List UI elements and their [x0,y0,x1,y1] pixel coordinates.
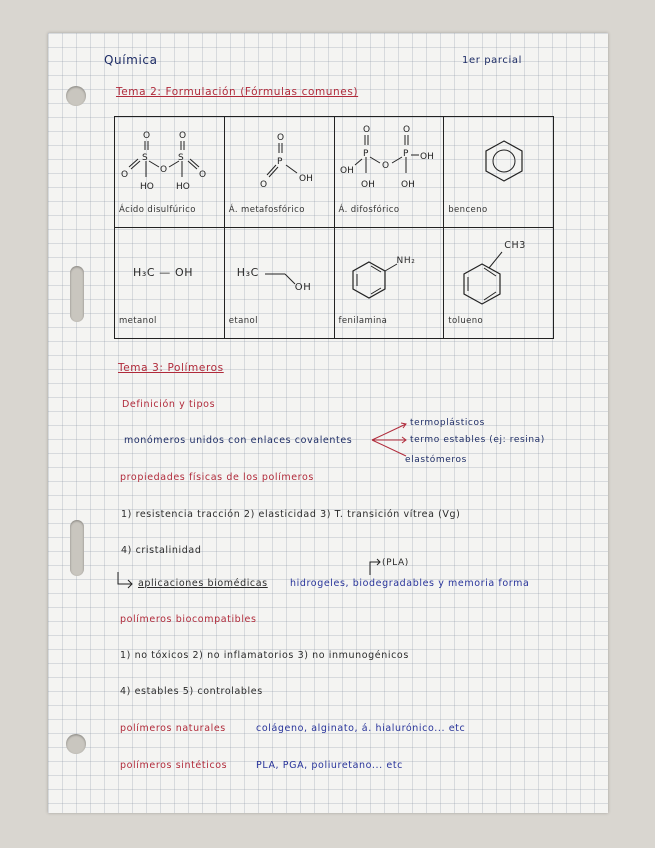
monomers-text: monómeros unidos con enlaces covalentes [124,435,353,446]
cell-phenylamine [334,228,444,339]
svg-text:P: P [276,157,283,167]
ethanol-formula: H₃C [236,266,259,279]
cell-benzene [444,117,554,228]
cell-name: benceno [448,205,488,215]
svg-text:OH: OH [298,174,313,184]
pla-note: (PLA) [382,558,409,568]
svg-text:O: O [381,161,389,171]
svg-text:P: P [402,149,408,159]
formulas-table [114,116,554,339]
cell-methanol [115,228,225,339]
svg-text:S: S [142,153,148,163]
amine-group: NH₂ [396,256,416,266]
svg-text:O: O [362,125,370,135]
exam-label: 1er parcial [462,55,522,66]
natural-polymers-text: colágeno, alginato, á. hialurónico... etc [256,723,466,734]
tema2-title: Tema 2: Formulación (Fórmulas comunes) [116,86,359,98]
tema3-title: Tema 3: Polímeros [118,362,224,374]
svg-text:O: O [160,165,168,175]
cell-metaphosphoric-acid [224,117,334,228]
methyl-group: CH3 [504,240,526,251]
type-thermoset: termo estables (ej: resina) [410,435,545,445]
biocompatible-line-1: 1) no tóxicos 2) no inflamatorios 3) no inmunogénicos [120,650,409,661]
svg-text:O: O [276,133,284,143]
ethanol-oh: OH [294,282,312,293]
svg-text:P: P [362,149,368,159]
methanol-formula: H₃C — OH [133,266,194,279]
natural-polymers-label: polímeros naturales [120,723,226,734]
svg-text:OH: OH [339,166,354,176]
svg-text:OH: OH [360,180,375,190]
svg-text:OH: OH [400,180,415,190]
biocompatible-line-2: 4) estables 5) controlables [120,686,263,697]
cell-name: Á. metafosfórico [228,205,305,215]
biocompatible-heading: polímeros biocompatibles [120,614,257,625]
applications-text: hidrogeles, biodegradables y memoria forma [290,578,530,589]
applications-label: aplicaciones biomédicas [138,578,268,589]
binder-hole-slot-lower [70,520,84,576]
subject-title: Química [104,53,158,67]
svg-text:O: O [199,170,207,180]
svg-text:OH: OH [419,152,434,162]
cell-toluene [444,228,554,339]
type-thermoplastic: termoplásticos [410,418,485,428]
cell-name: metanol [119,316,157,326]
svg-text:HO: HO [140,182,154,192]
svg-text:O: O [402,125,410,135]
cell-name: Ácido disulfúrico [119,205,196,215]
cell-name: Á. difosfórico [338,205,400,215]
svg-text:O: O [179,131,187,141]
svg-text:HO: HO [176,182,190,192]
cell-name: fenilamina [338,316,388,326]
svg-text:O: O [259,180,267,190]
cell-disulfuric-acid [115,117,225,228]
cell-name: etanol [228,316,258,326]
type-elastomer: elastómeros [405,455,467,465]
cell-ethanol [224,228,334,339]
arrow-right-icon [114,570,136,590]
cell-diphosphoric-acid [334,117,444,228]
binder-hole-slot-upper [70,266,84,322]
svg-text:S: S [178,153,184,163]
cell-name: tolueno [448,316,484,326]
binder-hole-bottom [66,734,86,754]
svg-text:O: O [143,131,151,141]
pla-arrow-icon [368,558,382,576]
properties-heading: propiedades físicas de los polímeros [120,472,314,483]
properties-line-2: 4) cristalinidad [121,545,202,556]
properties-line-1: 1) resistencia tracción 2) elasticidad 3) T. transición vítrea (Vg) [121,509,461,520]
synthetic-polymers-text: PLA, PGA, poliuretano... etc [256,760,403,771]
definition-heading: Definición y tipos [122,399,216,410]
svg-text:O: O [121,170,129,180]
synthetic-polymers-label: polímeros sintéticos [120,760,228,771]
binder-hole-top [66,86,86,106]
